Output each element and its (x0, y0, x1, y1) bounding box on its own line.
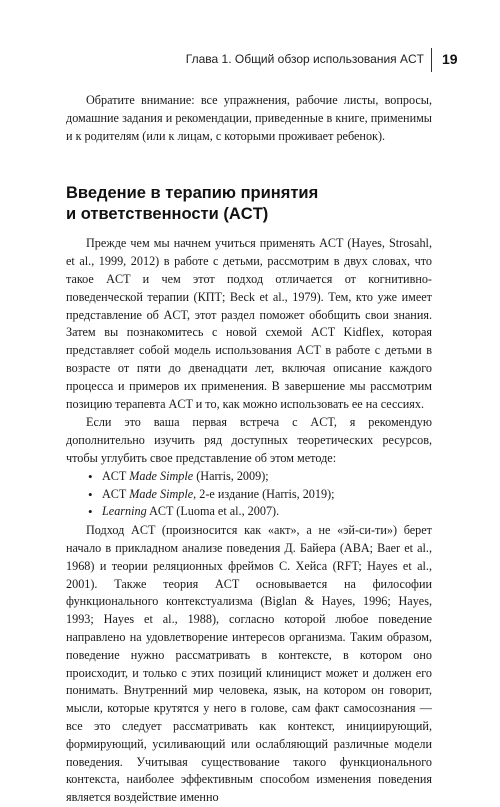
section-heading (66, 183, 432, 225)
page-number: 19 (442, 51, 458, 67)
resource-list (66, 468, 432, 521)
chapter-title: Глава 1. Общий обзор использования ACT (185, 52, 424, 66)
resources-intro-paragraph: Если это ваша первая встреча с ACT, я рекомендую дополнительно изучить ряд доступных теоретических ресурсов, чтобы углубить свое представление об этом методе: (66, 415, 432, 465)
running-head (0, 52, 500, 72)
section-heading-line1: Введение в терапию принятия (66, 184, 319, 203)
page-body (66, 92, 432, 807)
list-item: • ACT Made Simple, 2-е издание (Harris, 2019); (88, 486, 432, 504)
section-heading-line2: и ответственности (ACT) (66, 205, 269, 224)
header-divider (431, 48, 432, 72)
list-item: • ACT Made Simple (Harris, 2009); (88, 468, 432, 486)
note-paragraph: Обратите внимание: все упражнения, рабочие листы, вопросы, домашние задания и рекомендации, приведенные в книге, применимы и к родителям (или к лицам, с которыми проживает ребенок). (66, 93, 432, 143)
theory-paragraph: Подход ACT (произносится как «акт», а не «эй-си-ти») берет начало в прикладном анализе поведения Д. Байера (ABA; Baer et al., 1968) и теории реляционных фреймов С. Хейса (RFT; Hayes et al., 2001). Также теория ACT основывается на философии функционального контекстуализма (Biglan & Hayes, 1996; Hayes, 1993; Hayes et al., 1988), согласно которой любое поведение направлено на удовлетворение интересов организма. Таким образом, поведение нужно рассматривать в контексте, в котором оно происходит, и только с этих позиций клиницист может и должен его понимать. Внутренний мир человека, язык, на котором он говорит, мысли, которые крутятся у него в голове, сам факт самосознания — все это следует рассматривать как контекст, инициирующий, формирующий, усиливающий или ослабляющий различные модели поведения. Учитывая существование такого функционального контекста, наиболее эффективным способом изменения поведения является воздействие именно (66, 523, 432, 805)
list-item: • Learning ACT (Luoma et al., 2007). (88, 503, 432, 521)
intro-paragraph: Прежде чем мы начнем учиться применять ACT (Hayes, Strosahl, et al., 1999, 2012) в работе с детьми, рассмотрим в двух словах, что такое ACT и чем этот подход отличается от когнитивно-поведенческой терапии (КПТ; Beck et al., 1979). Тем, кто уже имеет представление об ACT, этот раздел поможет обобщить свои знания. Затем вы познакомитесь с новой схемой ACT Kidflex, которая представляет собой модель использования ACT в работе с детьми в возрасте от пяти до двенадцати лет, включая описание каждого процесса и примеров их применения. В завершение мы рассмотрим позицию терапевта ACT и то, как можно использовать ее на сессиях. (66, 236, 432, 411)
